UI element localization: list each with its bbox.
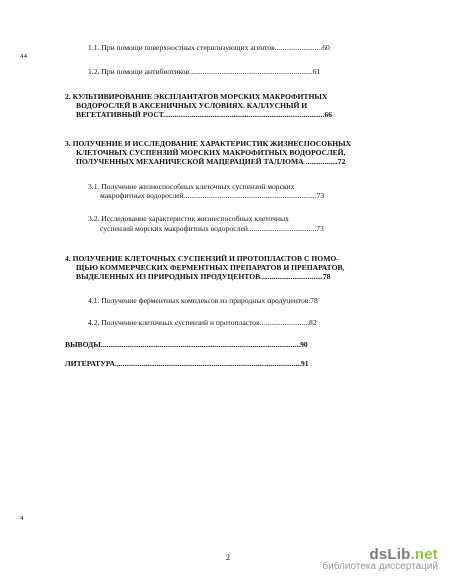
- margin-mark: ⁴: [20, 516, 24, 526]
- toc-entry-2: 2. КУЛЬТИВИРОВАНИЕ ЭКСПЛАНТАТОВ МОРСКИХ МАКРОФИТНЫХ: [65, 92, 328, 101]
- toc-entry-4-1: 4.1. Получение ферментных комплексов из природных продуцентов.78: [88, 296, 318, 305]
- toc-entry-1-2: 1.2. При помощи антибиотиков.................................................................61: [88, 67, 321, 76]
- toc-entry-3-2: 3.2. Исследование характеристик жизнеспособных клеточных: [88, 214, 289, 223]
- toc-entry-1-1: 1.1. При помощи поверхностных стерилизующих агентов.........................60: [88, 43, 330, 52]
- toc-entry-3-cont: ПОЛУЧЕННЫХ МЕХАНИЧЕСКОЙ МАЦЕРАЦИЕЙ ТАЛЛОМА .................72: [76, 157, 346, 166]
- toc-entry-conclusions: ВЫВОДЫ.........................................................................................................90: [65, 340, 308, 349]
- toc-entry-3: 3. ПОЛУЧЕНИЕ И ИССЛЕДОВАНИЕ ХАРАКТЕРИСТИК ЖИЗНЕСПОСОБНЫХ: [65, 139, 352, 148]
- watermark-subtitle: библиотека диссертаций: [322, 561, 438, 572]
- toc-entry-3-cont: КЛЕТОЧНЫХ СУСПЕНЗИЙ МОРСКИХ МАКРОФИТНЫХ ВОДОРОСЛЕЙ,: [76, 148, 346, 157]
- toc-entry-3-2-cont: суспензий морских макрофитных водорослей....................................73: [100, 224, 324, 233]
- toc-entry-4-cont: ВЫДЕЛЕННЫХ ИЗ ПРИРОДНЫХ ПРОДУЦЕНТОВ.................................78: [76, 272, 331, 281]
- toc-entry-4-cont: ЩЬЮ КОММЕРЧЕСКИХ ФЕРМЕНТНЫХ ПРЕПАРАТОВ И ПРЕПАРАТОВ,: [76, 263, 345, 272]
- toc-entry-4: 4. ПОЛУЧЕНИЕ КЛЕТОЧНЫХ СУСПЕНЗИЙ И ПРОТОПЛАСТОВ С ПОМО-: [65, 254, 339, 263]
- toc-entry-4-2: 4.2. Получение клеточных суспензий и протопластов..........................82: [88, 318, 317, 327]
- watermark-logo: dsLib.net: [369, 546, 438, 563]
- watermark: [322, 546, 438, 572]
- toc-entry-literature: ЛИТЕРАТУРА..................................................................................................91: [65, 359, 309, 368]
- toc-entry-2-cont: ВОДОРОСЛЕЙ В АКСЕНИЧНЫХ УСЛОВИЯХ. КАЛЛУСНЫЙ И: [76, 101, 308, 110]
- toc-entry-3-1: 3.1. Получение жизнеспособных клеточных суспензий морских: [88, 182, 295, 191]
- page-number: 2: [226, 553, 230, 562]
- margin-mark: ⁴⁴: [20, 54, 28, 64]
- toc-entry-2-cont: ВЕГЕТАТИВНЫЙ РОСТ.....................................................................................66: [76, 110, 333, 119]
- toc-entry-3-1-cont: макрофитных водорослей......................................................................73: [100, 191, 325, 200]
